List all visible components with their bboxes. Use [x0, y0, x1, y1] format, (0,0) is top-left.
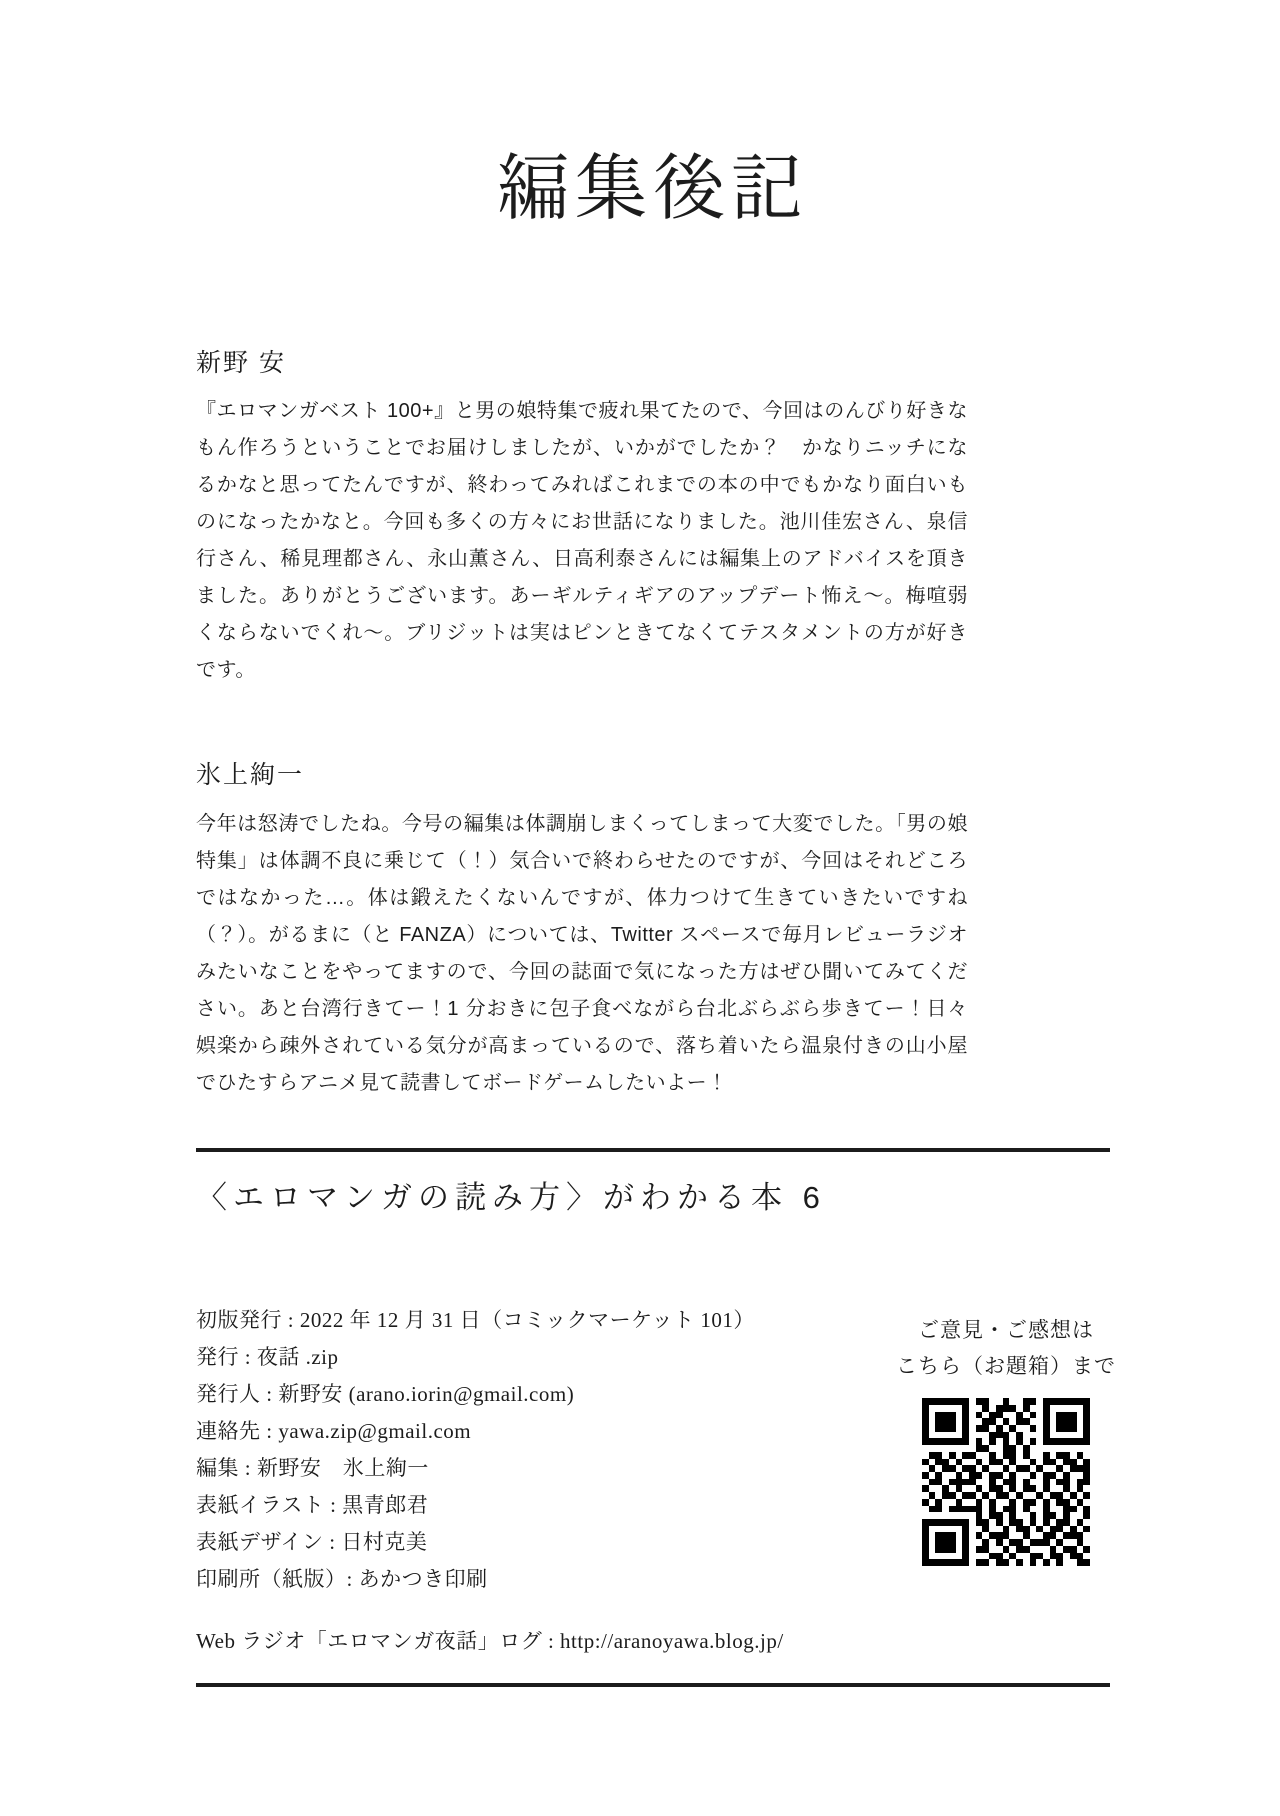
colophon-line-first-edition: 初版発行 : 2022 年 12 月 31 日（コミックマーケット 101） — [196, 1308, 755, 1333]
editor-note-body-1: 『エロマンガベスト 100+』と男の娘特集で疲れ果てたので、今回はのんびり好きなもん作ろうということでお届けしましたが、いかがでしたか？ かなりニッチになるかなと思ってたんですが、終わってみればこれまでの本の中でもかなり面白いものになったかなと。今回も多くの方々にお世話になりました。池川佳宏さん、泉信行さん、稀見理都さん、永山薫さん、日高利泰さんには編集上のアドバイスを頂きました。ありがとうございます。あーギルティギアのアップデート怖え〜。梅喧弱くならないでくれ〜。ブリジットは実はピンときてなくてテスタメントの方が好きです。 — [196, 400, 968, 682]
divider-top — [196, 1148, 1110, 1152]
qr-block — [896, 1312, 1116, 1566]
colophon-line-cover-illustration: 表紙イラスト : 黒青郎君 — [196, 1493, 429, 1518]
qr-note — [896, 1312, 1116, 1384]
colophon-line-publisher-person: 発行人 : 新野安 (arano.iorin@gmail.com) — [196, 1382, 575, 1407]
qr-code-icon — [922, 1398, 1090, 1566]
colophon-line-printer: 印刷所（紙版）: あかつき印刷 — [196, 1567, 488, 1592]
colophon-line-editors: 編集 : 新野安 氷上絢一 — [196, 1456, 429, 1481]
colophon-line-contact: 連絡先 : yawa.zip@gmail.com — [196, 1419, 472, 1444]
page-title: 編集後記 — [496, 149, 809, 229]
webradio-log: Web ラジオ「エロマンガ夜話」ログ : http://aranoyawa.blog.jp/ — [196, 1629, 784, 1654]
divider-bottom — [196, 1683, 1110, 1687]
editor-note-body-2: 今年は怒涛でしたね。今号の編集は体調崩しまくってしまって大変でした。「男の娘特集」は体調不良に乗じて（！）気合いで終わらせたのですが、今回はそれどころではなかった…。体は鍛えたくないんですが、体力つけて生きていきたいですね（？）。がるまに（と FANZA）については、Twitter スペースで毎月レビューラジオみたいなことをやってますので、今回の誌面で気になった方はぜひ聞いてみてください。あと台湾行きてー！1 分おきに包子食べながら台北ぶらぶら歩きてー！日々娯楽から疎外されている気分が高まっているので、落ち着いたら温泉付きの山小屋でひたすらアニメ見て読書してボードゲームしたいよー！ — [196, 812, 968, 1094]
colophon-line-cover-design: 表紙デザイン : 日村克美 — [196, 1530, 428, 1555]
editor-note-section-1 — [196, 347, 1110, 690]
colophon-row — [196, 1302, 1116, 1598]
qr-note-line-2: こちら（お題箱）まで — [896, 1354, 1116, 1379]
author-name-2: 氷上絢一 — [196, 761, 305, 790]
qr-note-line-1: ご意見・ご感想は — [918, 1318, 1094, 1343]
colophon — [196, 1302, 755, 1598]
colophon-line-publisher: 発行 : 夜話 .zip — [196, 1345, 339, 1370]
book-title: 〈エロマンガの読み方〉がわかる本 6 — [196, 1179, 826, 1215]
author-name-1: 新野 安 — [196, 348, 286, 377]
editor-note-section-2 — [196, 759, 1110, 1102]
